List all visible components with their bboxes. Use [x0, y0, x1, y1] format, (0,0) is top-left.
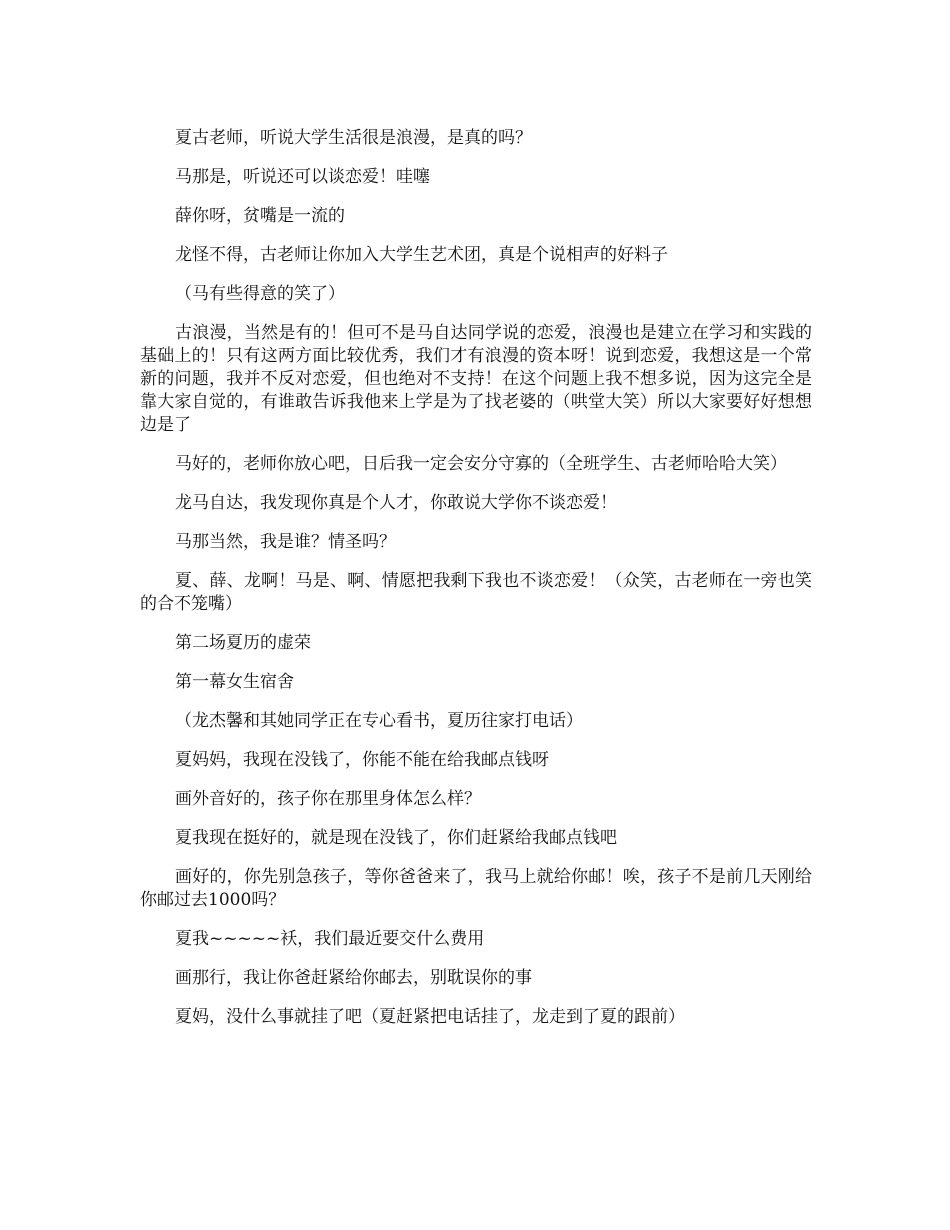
act-heading: 第一幕女生宿舍	[175, 672, 294, 692]
paragraph: 马好的，老师你放心吧，日后我一定会安分守寡的（全班学生、古老师哈哈大笑）	[175, 454, 787, 474]
paragraph: 马那是，听说还可以谈恋爱！哇噻	[175, 167, 430, 187]
paragraph: 夏我现在挺好的，就是现在没钱了，你们赶紧给我邮点钱吧	[175, 828, 617, 848]
paragraph: 画好的，你先别急孩子，等你爸爸来了，我马上就给你邮！唉，孩子不是前几天刚给你邮过去1000吗？	[140, 867, 812, 910]
paragraph: 画那行，我让你爸赶紧给你邮去，别耽误你的事	[175, 968, 532, 988]
paragraph: 夏妈妈，我现在没钱了，你能不能在给我邮点钱呀	[175, 750, 549, 770]
stage-direction: （龙杰馨和其她同学正在专心看书，夏历往家打电话）	[175, 711, 583, 731]
document-body	[140, 127, 812, 1045]
paragraph: 夏、薛、龙啊！马是、啊、情愿把我剩下我也不谈恋爱！（众笑，古老师在一旁也笑的合不笼嘴）	[140, 571, 812, 614]
paragraph: 夏古老师，听说大学生活很是浪漫，是真的吗？	[175, 128, 532, 148]
paragraph: 马那当然，我是谁？情圣吗？	[175, 532, 396, 552]
scene-heading: 第二场夏历的虚荣	[175, 633, 311, 653]
paragraph: 龙怪不得，古老师让你加入大学生艺术团，真是个说相声的好料子	[175, 245, 668, 265]
paragraph: 古浪漫，当然是有的！但可不是马自达同学说的恋爱，浪漫也是建立在学习和实践的基础上的！只有这两方面比较优秀，我们才有浪漫的资本呀！说到恋爱，我想这是一个常新的问题，我并不反对恋爱，但也绝对不支持！在这个问题上我不想多说，因为这完全是靠大家自觉的，有谁敢告诉我他来上学是为了找老婆的（哄堂大笑）所以大家要好好想想边是了	[140, 323, 812, 435]
paragraph: 画外音好的，孩子你在那里身体怎么样？	[175, 789, 481, 809]
paragraph: 夏我~~~~~袄，我们最近要交什么费用	[175, 929, 485, 949]
paragraph: 薛你呀，贫嘴是一流的	[175, 206, 345, 226]
paragraph: 龙马自达，我发现你真是个人才，你敢说大学你不谈恋爱！	[175, 493, 617, 513]
paragraph: 夏妈，没什么事就挂了吧（夏赶紧把电话挂了，龙走到了夏的跟前）	[175, 1007, 685, 1027]
stage-direction: （马有些得意的笑了）	[175, 284, 345, 304]
